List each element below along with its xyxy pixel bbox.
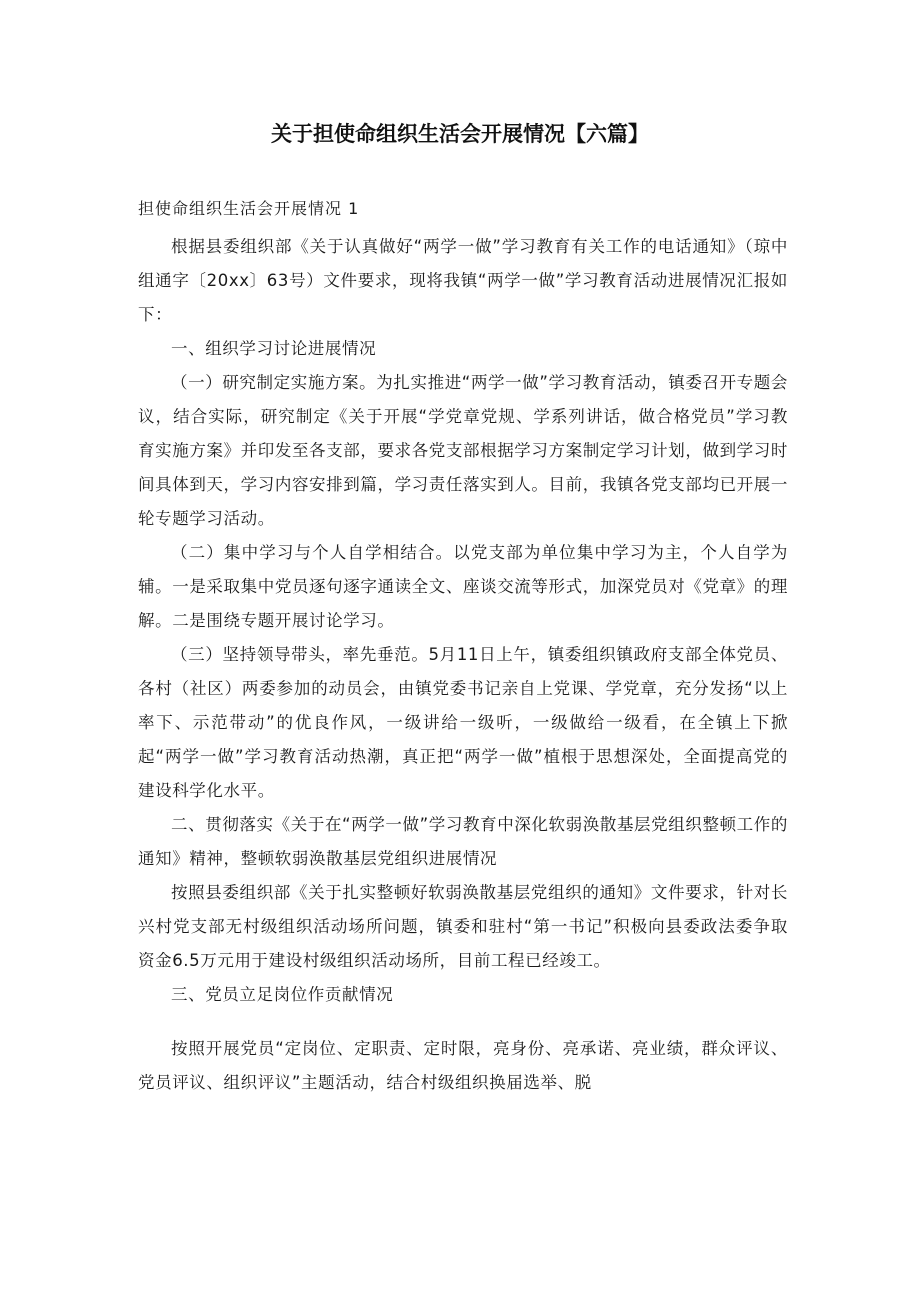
paragraph-1-3: （三）坚持领导带头，率先垂范。5月11日上午，镇委组织镇政府支部全体党员、各村（社区）两委参加的动员会，由镇党委书记亲自上党课、学党章，充分发扬“以上率下、示范带动”的优良作风，一级讲给一级听，一级做给一级看，在全镇上下掀起“两学一做”学习教育活动热潮，真正把“两学一做”植根于思想深处，全面提高党的建设科学化水平。 bbox=[138, 645, 788, 800]
section-heading-3: 三、党员立足岗位作贡献情况 bbox=[171, 985, 394, 1004]
paragraph-spacer bbox=[138, 1012, 788, 1032]
document-subtitle: 担使命组织生活会开展情况 1 bbox=[138, 199, 360, 218]
paragraph-intro: 根据县委组织部《关于认真做好“两学一做”学习教育有关工作的电话通知》（琼中组通字〔20xx〕63号）文件要求，现将我镇“两学一做”学习教育活动进展情况汇报如下： bbox=[138, 237, 788, 324]
section-heading-1: 一、组织学习讨论进展情况 bbox=[171, 339, 377, 358]
section-heading-2: 二、贯彻落实《关于在“两学一做”学习教育中深化软弱涣散基层党组织整顿工作的通知》精神，整顿软弱涣散基层党组织进展情况 bbox=[138, 815, 788, 868]
document-body bbox=[138, 230, 788, 1100]
document-title: 关于担使命组织生活会开展情况【六篇】 bbox=[271, 122, 649, 146]
paragraph-3-1: 按照开展党员“定岗位、定职责、定时限，亮身份、亮承诺、亮业绩，群众评议、党员评议、组织评议”主题活动，结合村级组织换届选举、脱 bbox=[138, 1039, 788, 1092]
paragraph-1-1: （一）研究制定实施方案。为扎实推进“两学一做”学习教育活动，镇委召开专题会议，结合实际，研究制定《关于开展“学党章党规、学系列讲话，做合格党员”学习教育实施方案》并印发至各支部，要求各党支部根据学习方案制定学习计划，做到学习时间具体到天，学习内容安排到篇，学习责任落实到人。目前，我镇各党支部均已开展一轮专题学习活动。 bbox=[138, 373, 788, 528]
paragraph-2-1: 按照县委组织部《关于扎实整顿好软弱涣散基层党组织的通知》文件要求，针对长兴村党支部无村级组织活动场所问题，镇委和驻村“第一书记”积极向县委政法委争取资金6.5万元用于建设村级组织活动场所，目前工程已经竣工。 bbox=[138, 883, 788, 970]
paragraph-1-2: （二）集中学习与个人自学相结合。以党支部为单位集中学习为主，个人自学为辅。一是采取集中党员逐句逐字通读全文、座谈交流等形式，加深党员对《党章》的理解。二是围绕专题开展讨论学习。 bbox=[138, 543, 788, 630]
